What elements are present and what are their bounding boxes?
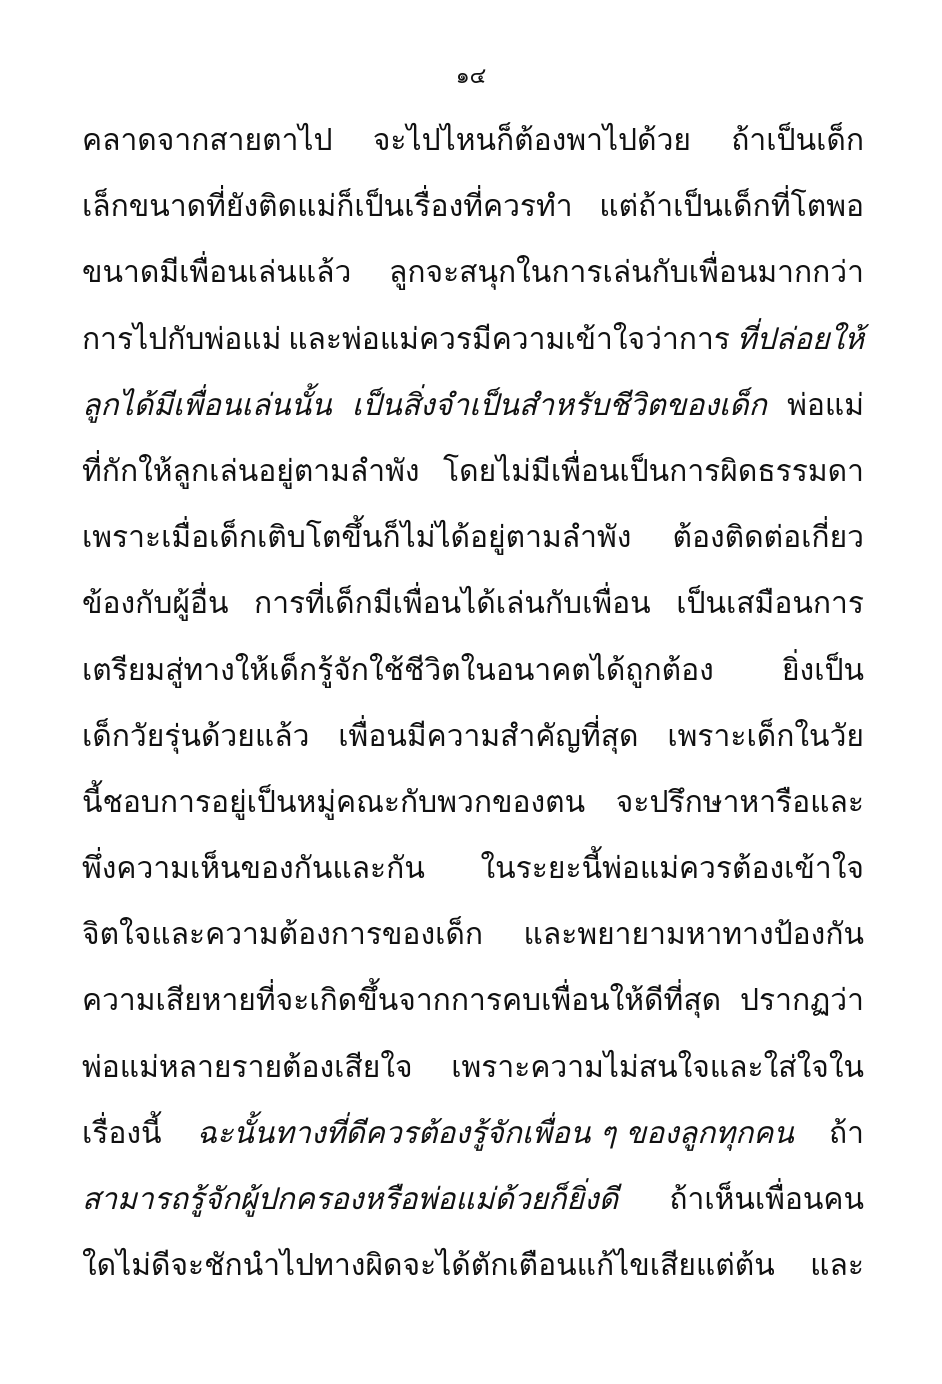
- text-segment: การไปกับพ่อแม่: [82, 321, 282, 357]
- text-segment: เล็กขนาดที่ยังติดแม่ก็เป็นเรื่องที่ควรทำ: [82, 189, 573, 225]
- text-segment: เพราะเมื่อเด็กเติบโตขึ้นก็ไม่ได้อยู่ตามลำพัง: [82, 520, 632, 556]
- emphasized-text-segment: สามารถรู้จักผู้ปกครองหรือพ่อแม่ด้วยก็ยิ่งดี: [82, 1182, 619, 1217]
- text-line: [82, 174, 864, 240]
- text-segment: คลาดจากสายตาไป: [82, 123, 333, 158]
- text-segment: จะไปไหนก็ต้องพาไปด้วย: [372, 123, 691, 158]
- text-line: [82, 373, 864, 439]
- text-segment: โดยไม่มีเพื่อนเป็นการผิดธรรมดา: [443, 453, 864, 489]
- text-segment: ลูกจะสนุกในการเล่นกับเพื่อนมากกว่า: [388, 255, 864, 291]
- text-line: [82, 1101, 864, 1167]
- text-segment: พ่อแม่: [787, 387, 864, 423]
- text-line: [82, 704, 864, 770]
- text-line: [82, 439, 864, 505]
- text-segment: ความเสียหายที่จะเกิดขึ้นจากการคบเพื่อนให้ดีที่สุด: [82, 983, 722, 1019]
- text-segment: และ: [810, 1248, 864, 1284]
- text-line: [82, 770, 864, 836]
- text-segment: ใดไม่ดีจะชักนำไปทางผิดจะได้ตักเตือนแก้ไขเสียแต่ต้น: [82, 1248, 775, 1284]
- text-segment: นี้ชอบการอยู่เป็นหมู่คณะกับพวกของตน: [82, 784, 586, 820]
- text-segment: ยิ่งเป็น: [781, 652, 864, 688]
- text-segment: ต้องติดต่อเกี่ยว: [672, 520, 864, 556]
- text-segment: ข้องกับผู้อื่น: [82, 586, 229, 622]
- body-text: [82, 108, 864, 1299]
- text-segment: การที่เด็กมีเพื่อนได้เล่นกับเพื่อน: [254, 586, 651, 622]
- text-segment: ถ้า: [828, 1115, 864, 1151]
- page-number: ๑๔: [455, 64, 487, 89]
- text-segment: พึ่งความเห็นของกันและกัน: [82, 851, 425, 887]
- text-line: [82, 240, 864, 306]
- text-line: [82, 1167, 864, 1233]
- text-segment: เป็นเสมือนการ: [676, 586, 864, 622]
- text-segment: ที่กักให้ลูกเล่นอยู่ตามลำพัง: [82, 453, 420, 489]
- text-segment: แต่ถ้าเป็นเด็กที่โตพอ: [599, 189, 864, 225]
- text-line: [82, 108, 864, 174]
- text-line: [82, 968, 864, 1034]
- text-line: [82, 307, 864, 373]
- text-segment: ปรากฏว่า: [740, 983, 864, 1019]
- text-segment: จิตใจและความต้องการของเด็ก: [82, 917, 484, 953]
- text-line: [82, 638, 864, 704]
- text-segment: เพื่อนมีความสำคัญที่สุด: [338, 718, 639, 754]
- text-line: [82, 902, 864, 968]
- emphasized-text-segment: ฉะนั้นทางที่ดีควรต้องรู้จักเพื่อน ๆ ของลูกทุกคน: [196, 1115, 794, 1151]
- text-line: [82, 505, 864, 571]
- text-segment: จะปรึกษาหารือและ: [615, 784, 864, 820]
- emphasized-text-segment: เป็นสิ่งจำเป็นสำหรับชีวิตของเด็ก: [351, 387, 767, 423]
- text-line: [82, 1233, 864, 1299]
- text-segment: ขนาดมีเพื่อนเล่นแล้ว: [82, 255, 352, 291]
- text-segment: ถ้าเห็นเพื่อนคน: [669, 1182, 864, 1217]
- text-segment: และพยายามหาทางป้องกัน: [523, 917, 864, 953]
- text-line: [82, 836, 864, 902]
- text-segment: และพ่อแม่ควรมีความเข้าใจว่าการ: [288, 321, 730, 357]
- text-segment: เตรียมสู่ทางให้เด็กรู้จักใช้ชีวิตในอนาคตได้ถูกต้อง: [82, 652, 714, 688]
- text-segment: ถ้าเป็นเด็ก: [731, 123, 864, 158]
- text-segment: เรื่องนี้: [82, 1115, 162, 1151]
- text-segment: เพราะเด็กในวัย: [667, 718, 864, 754]
- text-segment: เด็กวัยรุ่นด้วยแล้ว: [82, 718, 310, 754]
- emphasized-text-segment: ที่ปล่อยให้: [736, 321, 864, 357]
- text-segment: พ่อแม่หลายรายต้องเสียใจ: [82, 1049, 413, 1085]
- text-segment: เพราะความไม่สนใจและใส่ใจใน: [451, 1049, 864, 1085]
- text-line: [82, 571, 864, 637]
- emphasized-text-segment: ลูกได้มีเพื่อนเล่นนั้น: [82, 387, 332, 423]
- text-line: [82, 1035, 864, 1101]
- text-segment: ในระยะนี้พ่อแม่ควรต้องเข้าใจ: [480, 851, 864, 887]
